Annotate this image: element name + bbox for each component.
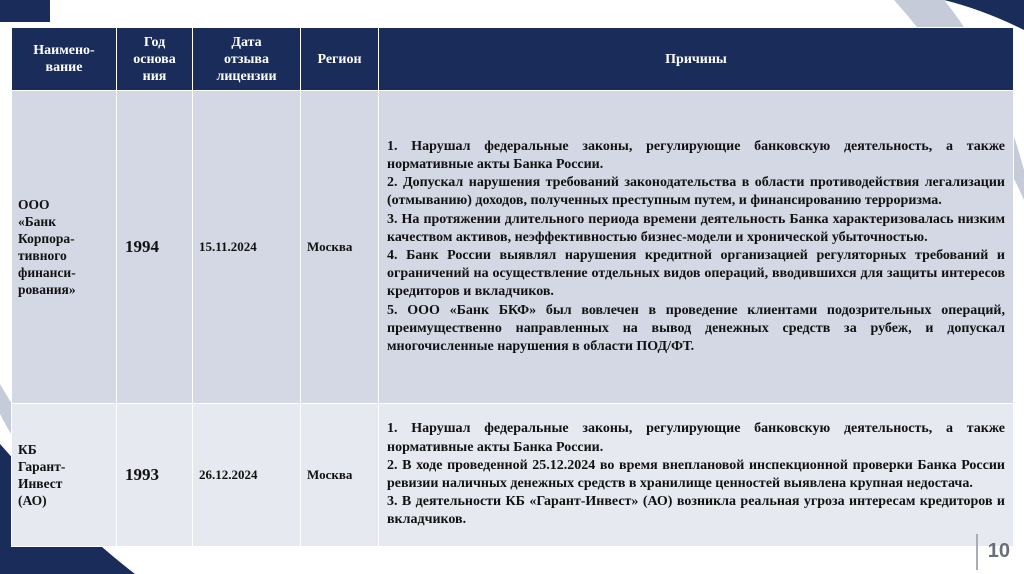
bank-name-cell: ООО «Банк Корпора- тивного финанси- рования»: [12, 91, 117, 404]
header-reasons: Причины: [379, 28, 1014, 91]
header-name: Наимено- вание: [12, 28, 117, 91]
reason-item: 3. На протяжении длительного периода времени деятельность Банка характеризовалась низким качеством активов, неэффективностью бизнес-модели и хронической убыточностью.: [387, 211, 1005, 245]
revoked-licenses-table: [11, 27, 1014, 547]
table-row: [12, 404, 1014, 547]
table-header-row: [12, 28, 1014, 91]
header-region: Регион: [301, 28, 379, 91]
reason-item: 5. ООО «Банк БКФ» был вовлечен в проведение клиентами подозрительных операций, преимущественно направленных на вывод денежных средств за рубеж, и допускал многочисленные нарушения в области ПОД/ФТ.: [387, 302, 1005, 355]
page-number: 10: [987, 540, 1010, 562]
reason-item: 3. В деятельности КБ «Гарант-Инвест» (АО) возникла реальная угроза интересам кредиторов и вкладчиков.: [387, 494, 1005, 528]
reason-item: 2. В ходе проведенной 25.12.2024 во время внеплановой инспекционной проверки Банка России ревизии наличных денежных средств в хранилище ценностей выявлена крупная недостача.: [387, 457, 1005, 491]
bank-name-cell: КБ Гарант- Инвест (АО): [12, 404, 117, 547]
reason-item: 2. Допускал нарушения требований законодательства в области противодействия легализации (отмыванию) доходов, полученных преступным путем, и финансированию терроризма.: [387, 175, 1005, 209]
reason-item: 4. Банк России выявлял нарушения кредитной организацией регуляторных требований и ограничений на осуществление отдельных видов операций, вводившихся для защиты интересов кредиторов и вкладчиков.: [387, 248, 1005, 300]
header-year: Год основа ния: [117, 28, 193, 91]
region-cell: Москва: [301, 91, 379, 404]
founded-year-cell: 1994: [117, 91, 193, 404]
reasons-cell: [379, 404, 1014, 547]
reason-item: 1. Нарушал федеральные законы, регулирующие банковскую деятельность, а также нормативные акты Банка России.: [387, 138, 1005, 172]
page-number-divider: [976, 534, 978, 570]
header-date: Дата отзыва лицензии: [193, 28, 301, 91]
table-row: [12, 91, 1014, 404]
founded-year-cell: 1993: [117, 404, 193, 547]
reasons-cell: [379, 91, 1014, 404]
decor-top-left-bar: [0, 0, 60, 30]
revocation-date-cell: 15.11.2024: [193, 91, 301, 404]
region-cell: Москва: [301, 404, 379, 547]
reason-item: 1. Нарушал федеральные законы, регулирующие банковскую деятельность, а также нормативные акты Банка России.: [387, 421, 1005, 455]
revocation-date-cell: 26.12.2024: [193, 404, 301, 547]
